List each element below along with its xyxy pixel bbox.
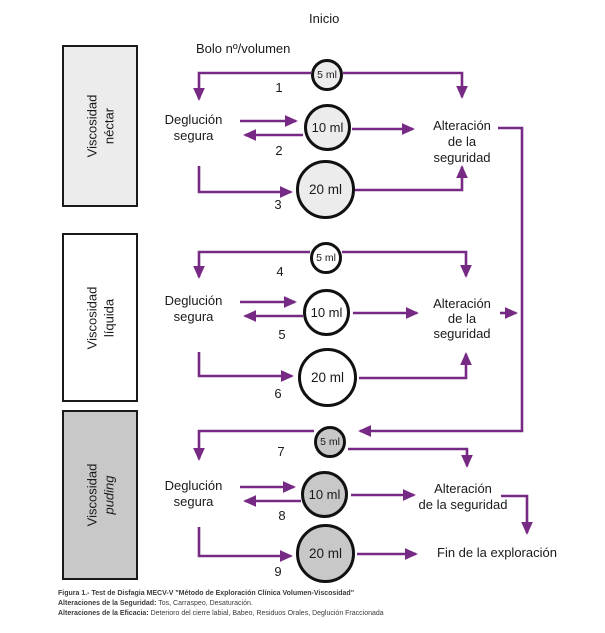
figure-caption xyxy=(58,589,588,619)
arrow-nectar-20ml-to-alteration xyxy=(355,167,462,190)
arrow-liquid-5ml-to-alteration xyxy=(342,252,466,276)
arrow-alteration-to-puding-5ml xyxy=(360,128,522,431)
arrow-liquid-20ml-to-alteration xyxy=(359,354,466,378)
viscosity-box-nectar-label: Viscosidad néctar xyxy=(83,94,116,158)
safe-swallow-label-nectar: Deglución segura xyxy=(164,112,223,143)
arrow-liquid-safe-to-20ml xyxy=(199,352,292,376)
bolus-circle-5ml-liquid: 5 ml xyxy=(310,242,342,274)
bolus-circle-20ml-puding: 20 ml xyxy=(296,524,355,583)
arrow-puding-5ml-to-safe xyxy=(199,431,314,459)
caption-safety-line: Alteraciones de la Seguridad: Tos, Carraspeo, Desaturación. xyxy=(58,600,253,607)
viscosity-box-puding-label: Viscosidad puding xyxy=(83,463,116,527)
bolus-number: 5 xyxy=(278,327,286,342)
bolus-circle-20ml-liquid: 20 ml xyxy=(298,348,357,407)
bolus-circle-20ml-nectar: 20 ml xyxy=(296,160,355,219)
bolus-number: 6 xyxy=(274,386,282,401)
bolus-number: 7 xyxy=(277,444,285,459)
bolus-number: 9 xyxy=(274,564,282,579)
bolus-circle-10ml-liquid: 10 ml xyxy=(303,289,350,336)
bolus-number: 3 xyxy=(274,197,282,212)
arrow-nectar-5ml-to-alteration xyxy=(343,73,462,97)
viscosity-box-puding xyxy=(62,410,138,580)
arrow-puding-safe-to-20ml xyxy=(199,527,291,556)
bolus-number: 2 xyxy=(275,143,283,158)
bolus-number: 4 xyxy=(276,264,284,279)
end-of-exploration-label: Fin de la exploración xyxy=(437,545,557,560)
caption-title: Figura 1.- Test de Disfagia MECV-V "Método de Exploración Clínica Volumen-Viscosidad" xyxy=(58,590,355,597)
caption-efficacy-line: Alteraciones de la Eficacia: Deterioro del cierre labial, Babeo, Residuos Orales, Deglución Fraccionada xyxy=(58,610,384,617)
bolus-circle-5ml-puding: 5 ml xyxy=(314,426,346,458)
arrow-nectar-safe-to-20ml xyxy=(199,166,291,192)
bolus-circle-5ml-nectar: 5 ml xyxy=(311,59,343,91)
start-label: Inicio xyxy=(309,11,340,26)
viscosity-box-liquid-label: Viscosidad líquida xyxy=(83,286,116,349)
safe-swallow-label-liquid: Deglución segura xyxy=(164,293,223,324)
arrow-liquid-5ml-to-safe xyxy=(199,252,310,277)
viscosity-box-liquid xyxy=(62,233,138,402)
arrow-nectar-5ml-to-safe xyxy=(199,73,311,99)
viscosity-box-nectar xyxy=(62,45,138,207)
bolus-volume-header: Bolo nº/volumen xyxy=(196,41,291,56)
safe-swallow-label-puding: Deglución segura xyxy=(164,478,223,509)
alteration-label-liquid: Alteración de la seguridad xyxy=(433,296,491,341)
bolus-circle-10ml-puding: 10 ml xyxy=(301,471,348,518)
alteration-label-puding: Alteración de la seguridad xyxy=(418,481,508,512)
alteration-label-nectar: Alteración de la seguridad xyxy=(433,118,491,165)
bolus-circle-10ml-nectar: 10 ml xyxy=(304,104,351,151)
bolus-number: 1 xyxy=(275,80,283,95)
bolus-number: 8 xyxy=(278,508,286,523)
arrow-puding-5ml-to-alteration xyxy=(348,449,467,466)
